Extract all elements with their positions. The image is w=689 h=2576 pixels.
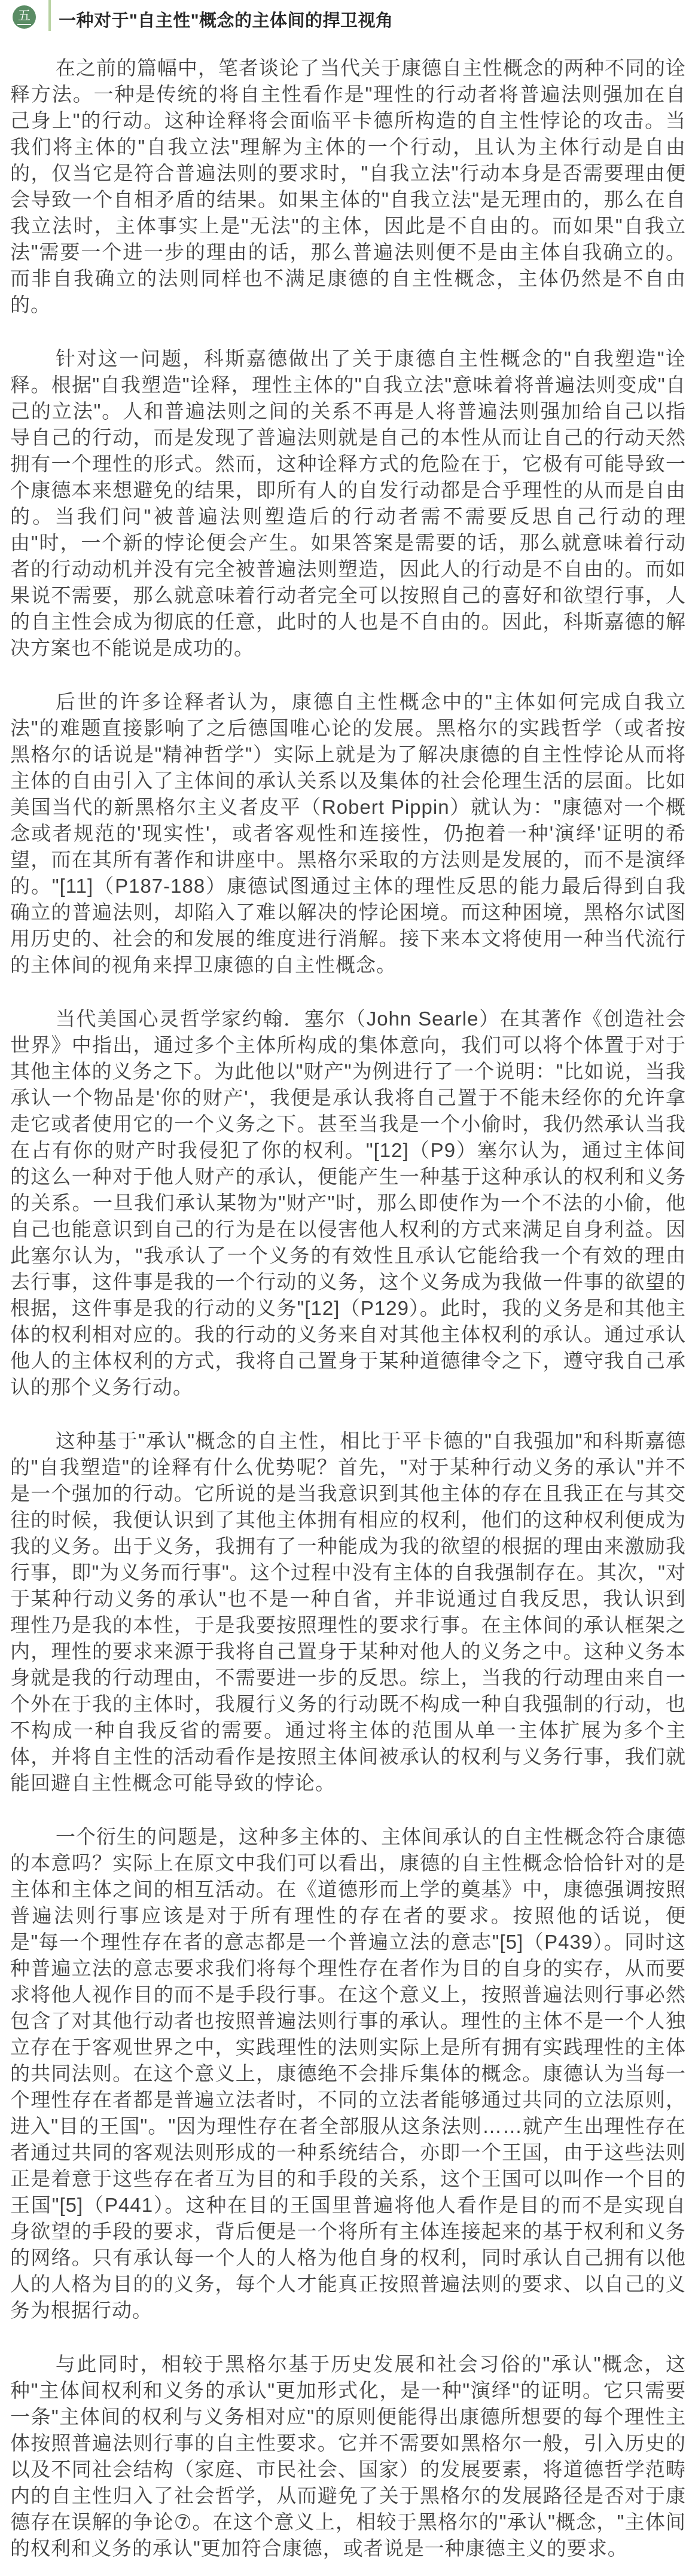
paragraph: 在之前的篇幅中，笔者谈论了当代关于康德自主性概念的两种不同的诠释方法。一种是传统的将自主性看作是"理性的行动者将普遍法则强加在自己身上"的行动。这种诠释将会面临平卡德所构造的自主性悖论的攻击。当我们将主体的"自我立法"理解为主体的一个行动，且认为主体行动是自由的，仅当它是符合普遍法则的要求时，"自我立法"行动本身是否需要理由便会导致一个自相矛盾的结果。如果主体的"自我立法"是无理由的，那么在自我立法时，主体事实上是"无法"的主体，因此是不自由的。而如果"自我立法"需要一个进一步的理由的话，那么普遍法则便不是由主体自我确立的。而非自我确立的法则同样也不满足康德的自主性概念，主体仍然是不自由的。 bbox=[10, 57, 686, 316]
article-body bbox=[0, 55, 689, 2576]
paragraph: 针对这一问题，科斯嘉德做出了关于康德自主性概念的"自我塑造"诠释。根据"自我塑造"诠释，理性主体的"自我立法"意味着将普遍法则变成"自己的立法"。人和普遍法则之间的关系不再是人将普遍法则强加给自己以指导自己的行动，而是发现了普遍法则就是自己的本性从而让自己的行动天然拥有一个理性的形式。然而，这种诠释方式的危险在于，它极有可能导致一个康德本来想避免的结果，即所有人的自发行动都是合乎理性的从而是自由的。当我们问"被普遍法则塑造后的行动者需不需要反思自己行动的理由"时，一个新的悖论便会产生。如果答案是需要的话，那么就意味着行动者的行动动机并没有完全被普遍法则塑造，因此人的行动是不自由的。而如果说不需要，那么就意味着行动者完全可以按照自己的喜好和欲望行事，人的自主性会成为彻底的任意，此时的人也是不自由的。因此，科斯嘉德的解决方案也不能说是成功的。 bbox=[10, 347, 686, 659]
paragraph: 与此同时，相较于黑格尔基于历史发展和社会习俗的"承认"概念，这种"主体间权利和义务的承认"更加形式化，是一种"演绎"的证明。它只需要一条"主体间的权利与义务相对应"的原则便能得出康德所想要的每个理性主体按照普遍法则行事的自主性要求。它并不需要如黑格尔一般，引入历史的以及不同社会结构（家庭、市民社会、国家）的发展要素，将道德哲学范畴内的自主性归入了社会哲学，从而避免了关于黑格尔的发展路径是否对于康德存在误解的争论⑦。在这个意义上，相较于黑格尔的"承认"概念，"主体间的权利和义务的承认"更加符合康德，或者说是一种康德主义的要求。 bbox=[10, 2353, 686, 2559]
page-title: 一种对于"自主性"概念的主体间的捍卫视角 bbox=[59, 11, 394, 30]
section-header bbox=[0, 5, 689, 36]
section-number-badge bbox=[13, 5, 36, 29]
paragraph: 后世的许多诠释者认为，康德自主性概念中的"主体如何完成自我立法"的难题直接影响了之后德国唯心论的发展。黑格尔的实践哲学（或者按黑格尔的话说是"精神哲学"）实际上就是为了解决康德的自主性悖论从而将主体的自由引入了主体间的承认关系以及集体的社会伦理生活的层面。比如美国当代的新黑格尔主义者皮平（Robert Pippin）就认为："康德对一个概念或者规范的'现实性'，或者客观性和连接性，仍抱着一种'演绎'证明的希望，而在其所有著作和讲座中。黑格尔采取的方法则是发展的，而不是演绎的。"[11]（P187-188）康德试图通过主体的理性反思的能力最后得到自我确立的普遍法则，却陷入了难以解决的悖论困境。而这种困境，黑格尔试图用历史的、社会的和发展的维度进行消解。接下来本文将使用一种当代流行的主体间的视角来捍卫康德的自主性概念。 bbox=[10, 691, 686, 976]
paragraph: 一个衍生的问题是，这种多主体的、主体间承认的自主性概念符合康德的本意吗？实际上在原文中我们可以看出，康德的自主性概念恰恰针对的是主体和主体之间的相互活动。在《道德形而上学的奠基》中，康德强调按照普遍法则行事应该是对于所有理性的存在者的要求。按照他的话说，便是"每一个理性存在者的意志都是一个普遍立法的意志"[5]（P439）。同时这种普遍立法的意志要求我们将每个理性存在者作为目的自身的实存，从而要求将他人视作目的而不是手段行事。在这个意义上，按照普遍法则行事必然包含了对其他行动者也按照普遍法则行事的承认。理性的主体不是一个人独立存在于客观世界之中，实践理性的法则实际上是所有拥有实践理性的主体的共同法则。在这个意义上，康德绝不会排斥集体的概念。康德认为当每一个理性存在者都是普遍立法者时，不同的立法者能够通过共同的立法原则，进入"目的王国"。"因为理性存在者全部服从这条法则……就产生出理性存在者通过共同的客观法则形成的一种系统结合，亦即一个王国，由于这些法则正是着意于这些存在者互为目的和手段的关系，这个王国可以叫作一个目的王国"[5]（P441）。这种在目的王国里普遍将他人看作是目的而不是实现自身欲望的手段的要求，背后便是一个将所有主体连接起来的基于权利和义务的网络。只有承认每一个人的人格为他自身的权利，同时承认自己拥有以他人的人格为目的的义务，每个人才能真正按照普遍法则的要求、以自己的义务为根据行动。 bbox=[10, 1826, 686, 2321]
title-divider-bar bbox=[48, 0, 51, 31]
paragraph: 当代美国心灵哲学家约翰．塞尔（John Searle）在其著作《创造社会世界》中指出，通过多个主体所构成的集体意向，我们可以将个体置于对于其他主体的义务之下。为此他以"财产"为例进行了一个说明："比如说，当我承认一个物品是'你的财产'，我便是承认我将自己置于不能未经你的允许拿走它或者使用它的一个义务之下。甚至当我是一个小偷时，我仍然承认当我在占有你的财产时我侵犯了你的权利。"[12]（P9）塞尔认为，通过主体间的这么一种对于他人财产的承认，便能产生一种基于这种承认的权利和义务的关系。一旦我们承认某物为"财产"时，那么即使作为一个不法的小偷，他自己也能意识到自己的行为是在以侵害他人权利的方式来满足自身利益。因此塞尔认为，"我承认了一个义务的有效性且承认它能给我一个有效的理由去行事，这件事是我的一个行动的义务，这个义务成为我做一件事的欲望的根据，这件事是我的行动的义务"[12]（P129）。此时，我的义务是和其他主体的权利相对应的。我的行动的义务来自对其他主体权利的承认。通过承认他人的主体权利的方式，我将自己置身于某种道德律令之下，遵守我自己承认的那个义务行动。 bbox=[10, 1008, 686, 1398]
paragraph: 这种基于"承认"概念的自主性，相比于平卡德的"自我强加"和科斯嘉德的"自我塑造"的诠释有什么优势呢？首先，"对于某种行动义务的承认"并不是一个强加的行动。它所说的是当我意识到其他主体的存在且我正在与其交往的时候，我便认识到了其他主体拥有相应的权利，他们的这种权利便成为我的义务。出于义务，我拥有了一种能成为我的欲望的根据的理由来激励我行事，即"为义务而行事"。这个过程中没有主体的自我强制存在。其次，"对于某种行动义务的承认"也不是一种自省，并非说通过自我反思，我认识到理性乃是我的本性，于是我要按照理性的要求行事。在主体间的承认框架之内，理性的要求来源于我将自己置身于某种对他人的义务之中。这种义务本身就是我的行动理由，不需要进一步的反思。综上，当我的行动理由来自一个外在于我的主体时，我履行义务的行动既不构成一种自我强制的行动，也不构成一种自我反省的需要。通过将主体的范围从单一主体扩展为多个主体，并将自主性的活动看作是按照主体间被承认的权利与义务行事，我们就能回避自主性概念可能导致的悖论。 bbox=[10, 1430, 686, 1794]
section-number: 五 bbox=[17, 10, 31, 25]
